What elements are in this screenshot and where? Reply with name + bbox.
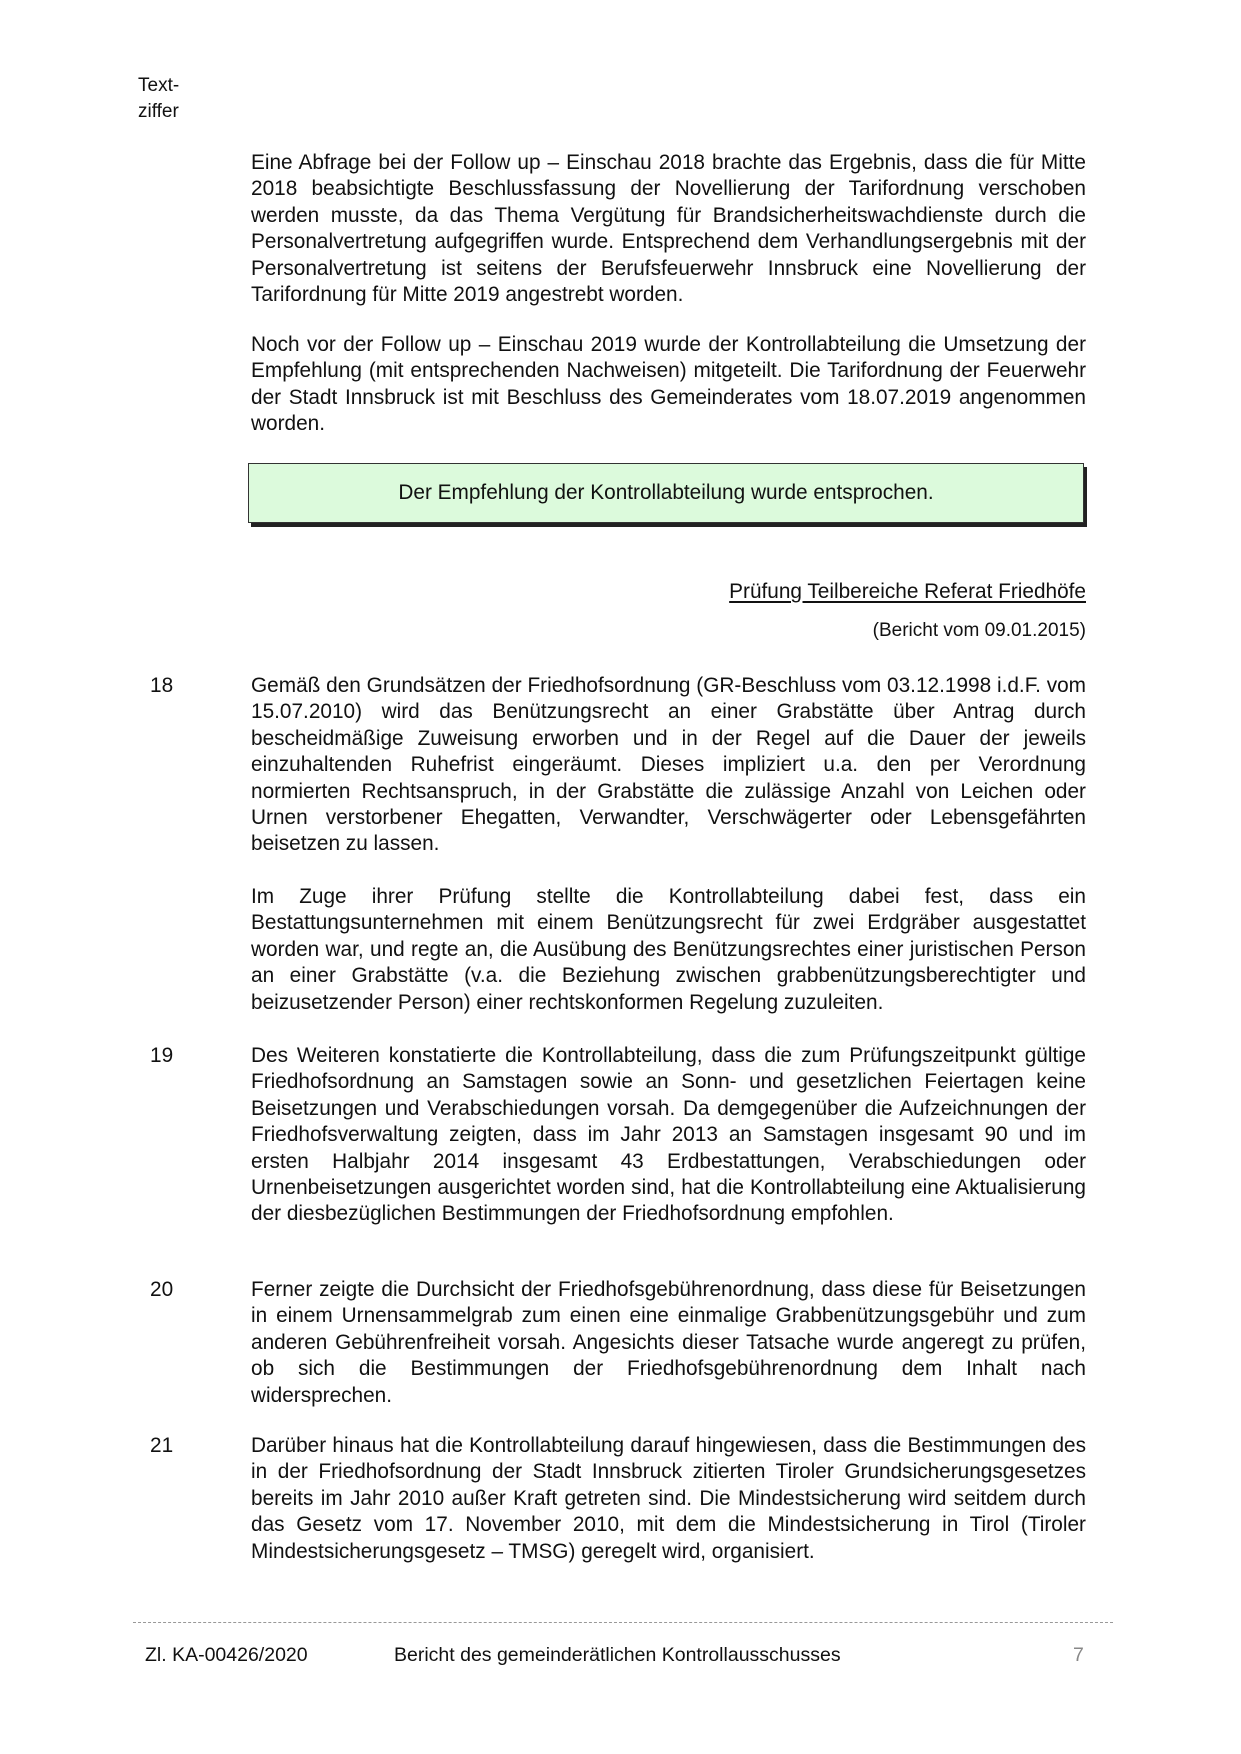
intro-paragraph-2 (251, 332, 1086, 438)
margin-label-line-2: ziffer (138, 101, 179, 122)
item-21-paragraph-1 (251, 1433, 1086, 1565)
report-date: (Bericht vom 09.01.2015) (872, 620, 1086, 641)
item-21-text-1: Darüber hinaus hat die Kontrollabteilung darauf hingewiesen, dass die Bestimmungen des in der Friedhofsordnung der Stadt Innsbruck zitierten Tiroler Grundsicherungsgesetzes bereits im Jahr 2010 außer Kraft getreten sind. Die Mindestsicherung wird seitdem durch das Gesetz vom 17. November 2010, mit dem die Mindestsicherung in Tirol (Tiroler Mindestsicherungsgesetz – TMSG) geregelt wird, organisiert. (251, 1434, 1086, 1563)
footer-report-title: Bericht des gemeinderätlichen Kontrollausschusses (394, 1644, 841, 1666)
recommendation-fulfilled-box (248, 463, 1084, 523)
margin-label-line-1: Text- (138, 75, 180, 96)
item-18-text-1: Gemäß den Grundsätzen der Friedhofsordnung (GR-Beschluss vom 03.12.1998 i.d.F. vom 15.07.2010) wird das Benützungsrecht an einer Grabstätte über Antrag durch bescheidmäßige Zuweisung erworben und in der Regel auf die Dauer der jeweils einzuhaltenden Ruhefrist eingeräumt. Dieses impliziert u.a. den per Verordnung normierten Rechtsanspruch, in der Grabstätte die zulässige Anzahl von Leichen oder Urnen verstorbener Ehegatten, Verwandter, Verschwägerter oder Lebensgefährten beisetzen zu lassen. (251, 674, 1086, 856)
section-heading: Prüfung Teilbereiche Referat Friedhöfe (729, 580, 1086, 603)
item-18-paragraph-2 (251, 884, 1086, 1016)
footer-reference-number: Zl. KA-00426/2020 (145, 1644, 308, 1666)
textziffer-19: 19 (150, 1044, 174, 1067)
item-20-text-1: Ferner zeigte die Durchsicht der Friedhofsgebührenordnung, dass diese für Beisetzungen in einem Urnensammelgrab zum einen eine einmalige Grabbenützungsgebühr und zum anderen Gebührenfreiheit vorsah. Angesichts dieser Tatsache wurde angeregt zu prüfen, ob sich die Bestimmungen der Friedhofsgebührenordnung dem Inhalt nach widersprechen. (251, 1278, 1086, 1407)
textziffer-20: 20 (150, 1278, 174, 1301)
page-number: 7 (1073, 1644, 1084, 1666)
item-18-text-2: Im Zuge ihrer Prüfung stellte die Kontrollabteilung dabei fest, dass ein Bestattungsunternehmen mit einem Benützungsrecht für zwei Erdgräber ausgestattet worden war, und regte an, die Ausübung des Benützungsrechtes einer juristischen Person an einer Grabstätte (v.a. die Beziehung zwischen grabbenützungsberechtigter und beizusetzender Person) einer rechtskonformen Regelung zuzuleiten. (251, 885, 1086, 1014)
textziffer-21: 21 (150, 1434, 174, 1457)
textziffer-18: 18 (150, 674, 174, 697)
item-20-paragraph-1 (251, 1277, 1086, 1409)
item-19-paragraph-1 (251, 1043, 1086, 1228)
item-18-paragraph-1 (251, 673, 1086, 858)
textziffer-column-label (138, 73, 179, 125)
footer-divider (133, 1622, 1113, 1623)
item-19-text-1: Des Weiteren konstatierte die Kontrollabteilung, dass die zum Prüfungszeitpunkt gültige Friedhofsordnung an Samstagen sowie an Sonn- und gesetzlichen Feiertagen keine Beisetzungen und Verabschiedungen vorsah. Da demgegenüber die Aufzeichnungen der Friedhofsverwaltung zeigten, dass im Jahr 2013 an Samstagen insgesamt 90 und im ersten Halbjahr 2014 insgesamt 43 Erdbestattungen, Verabschiedungen oder Urnenbeisetzungen ausgerichtet worden sind, hat die Kontrollabteilung eine Aktualisierung der diesbezüglichen Bestimmungen der Friedhofsordnung empfohlen. (251, 1044, 1086, 1226)
intro-paragraph-1 (251, 150, 1086, 308)
intro-paragraph-1-text: Eine Abfrage bei der Follow up – Einschau 2018 brachte das Ergebnis, dass die für Mitte 2018 beabsichtigte Beschlussfassung der Novellierung der Tarifordnung verschoben werden musste, da das Thema Vergütung für Brandsicherheitswachdienste durch die Personalvertretung aufgegriffen wurde. Entsprechend dem Verhandlungsergebnis mit der Personalvertretung ist seitens der Berufsfeuerwehr Innsbruck eine Novellierung der Tarifordnung für Mitte 2019 angestrebt worden. (251, 151, 1086, 307)
result-box-text: Der Empfehlung der Kontrollabteilung wurde entsprochen. (398, 481, 934, 504)
intro-paragraph-2-text: Noch vor der Follow up – Einschau 2019 wurde der Kontrollabteilung die Umsetzung der Empfehlung (mit entsprechenden Nachweisen) mitgeteilt. Die Tarifordnung der Feuerwehr der Stadt Innsbruck ist mit Beschluss des Gemeinderates vom 18.07.2019 angenommen worden. (251, 333, 1086, 436)
